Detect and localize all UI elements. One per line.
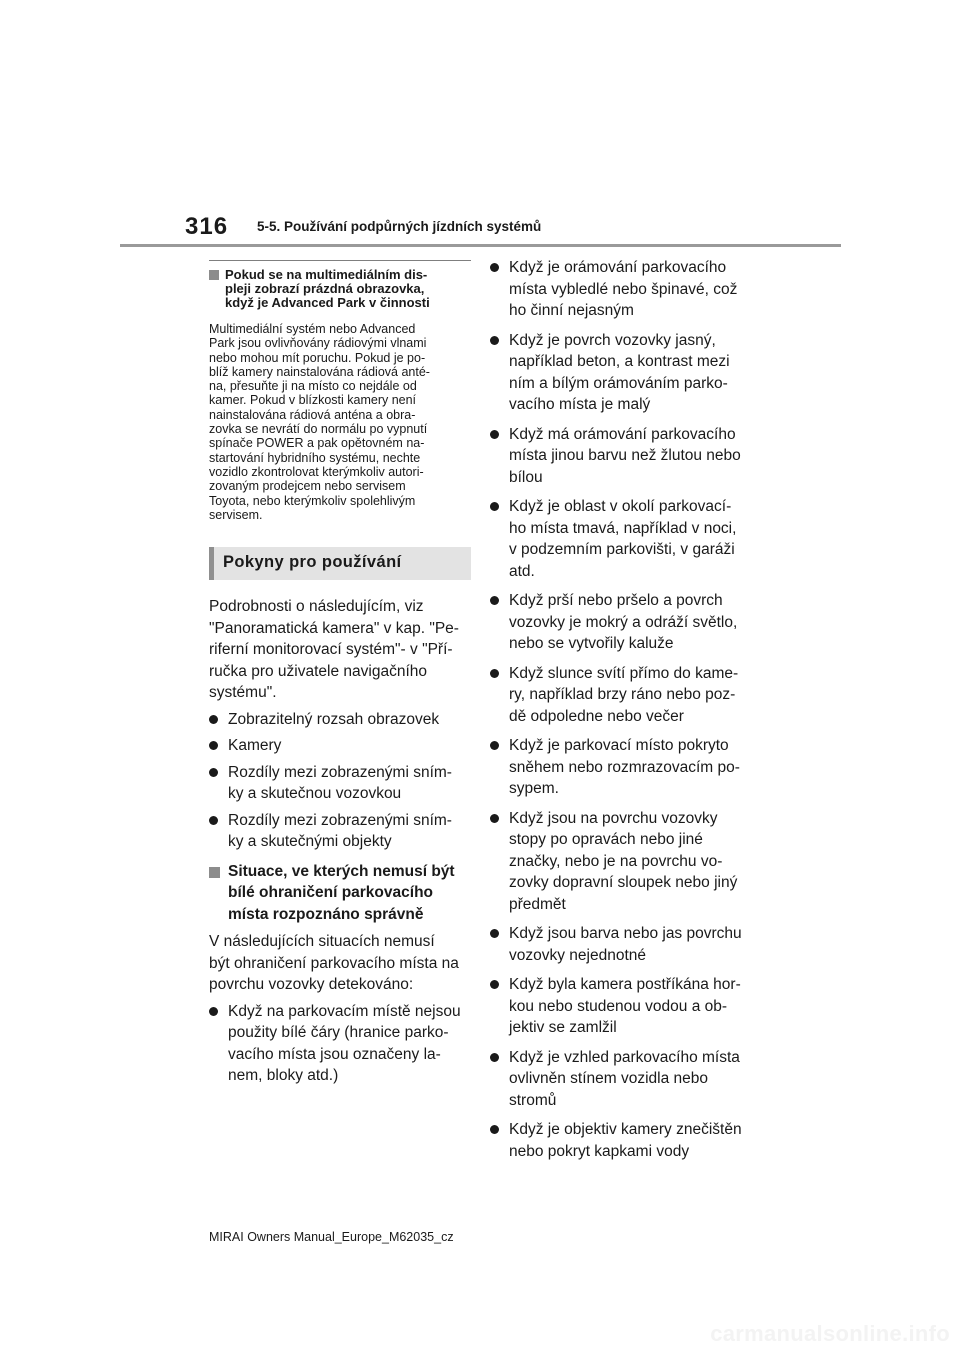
bullet-dot-icon (490, 814, 499, 823)
bullet-dot-icon (490, 430, 499, 439)
right-column (490, 257, 758, 1162)
bullet-dot-icon (490, 980, 499, 989)
intro-bullet-list (209, 709, 471, 853)
list-item: Rozdíly mezi zobrazenými sním- ky a skutečnými objekty (209, 810, 471, 853)
note-rule (209, 260, 471, 261)
intro-paragraph: Podrobnosti o následujícím, viz "Panoramatická kamera" v kap. "Pe- riferní monitorovací systém"- v "Pří- ručka pro uživatele navigačního systému". (209, 598, 459, 702)
list-item: Když je orámování parkovacího místa vybledlé nebo špinavé, což ho činní nejasným (490, 257, 758, 322)
list-item: Když slunce svítí přímo do kame- ry, například brzy ráno nebo poz- dě odpoledne nebo večer (490, 663, 758, 728)
bullet-dot-icon (490, 502, 499, 511)
bullet-dot-icon (490, 263, 499, 272)
bullet-dot-icon (490, 1053, 499, 1062)
square-bullet-icon (209, 867, 220, 878)
bullet-dot-icon (490, 929, 499, 938)
note-heading (209, 268, 471, 310)
footer-text: MIRAI Owners Manual_Europe_M62035_cz (209, 1230, 454, 1244)
list-item: Když je oblast v okolí parkovací- ho místa tmavá, například v noci, v podzemním parkovišti, v garáži atd. (490, 496, 758, 582)
bullet-dot-icon (490, 336, 499, 345)
page-number: 316 (185, 213, 229, 240)
note-heading-text: Pokud se na multimediálním dis- pleji zobrazí prázdná obrazovka, když je Advanced Park v činnosti (225, 267, 430, 310)
watermark: carmanualsonline.info (710, 1321, 950, 1346)
bullet-dot-icon (490, 669, 499, 678)
header-rule (120, 244, 841, 247)
situations-heading-text: Situace, ve kterých nemusí být bílé ohraničení parkovacího místa rozpoznáno správně (228, 862, 455, 923)
bullet-dot-icon (209, 1007, 218, 1016)
list-item: Když jsou na povrchu vozovky stopy po opravách nebo jiné značky, nebo je na povrchu vo- zovky dopravní sloupek nebo jiný předmět (490, 808, 758, 916)
bullet-dot-icon (209, 741, 218, 750)
list-item: Když je vzhled parkovacího místa ovlivněn stínem vozidla nebo stromů (490, 1047, 758, 1112)
bullet-dot-icon (209, 715, 218, 724)
note-body: Multimediální systém nebo Advanced Park jsou ovlivňovány rádiovými vlnami nebo mohou mít poruchu. Pokud je po- blíž kamery nainstalována rádiová anté- na, přesuňte ji na místo co nejdále od kamer. Pokud v blízkosti kamery není nainstalována rádiová anténa a obra- zovka se nevrátí do normálu po vypnutí spínače POWER a pak opětovném na- startování hybridního systému, nechte vozidlo zkontrolovat kterýmkoliv autori- zovaným prodejcem nebo servisem Toyota, nebo kterýmkoliv spolehlivým servisem. (209, 322, 430, 522)
bullet-dot-icon (490, 596, 499, 605)
list-item: Když na parkovacím místě nejsou použity bílé čáry (hranice parko- vacího místa jsou označeny la- nem, bloky atd.) (209, 1001, 471, 1087)
bullet-dot-icon (209, 816, 218, 825)
bullet-dot-icon (490, 1125, 499, 1134)
list-item: Když prší nebo pršelo a povrch vozovky je mokrý a odráží světlo, nebo se vytvořily kaluže (490, 590, 758, 655)
section-title-bar (209, 547, 471, 580)
square-bullet-icon (209, 270, 219, 280)
section-title: Pokyny pro používání (223, 553, 402, 572)
list-item: Když byla kamera postříkána hor- kou nebo studenou vodou a ob- jektiv se zamlžil (490, 974, 758, 1039)
situations-bullet-list-continued (490, 257, 758, 1162)
list-item: Když je parkovací místo pokryto sněhem nebo rozmrazovacím po- sypem. (490, 735, 758, 800)
list-item: Kamery (209, 735, 471, 757)
list-item: Když je objektiv kamery znečištěn nebo pokryt kapkami vody (490, 1119, 758, 1162)
situations-bullet-list (209, 1001, 471, 1087)
bullet-dot-icon (490, 741, 499, 750)
situations-intro: V následujících situacích nemusí být ohraničení parkovacího místa na povrchu vozovky detekováno: (209, 933, 459, 994)
list-item: Zobrazitelný rozsah obrazovek (209, 709, 471, 731)
left-column (209, 260, 471, 1087)
list-item: Když má orámování parkovacího místa jinou barvu než žlutou nebo bílou (490, 424, 758, 489)
list-item: Když jsou barva nebo jas povrchu vozovky nejednotné (490, 923, 758, 966)
list-item: Když je povrch vozovky jasný, například beton, a kontrast mezi ním a bílým orámováním parko- vacího místa je malý (490, 330, 758, 416)
bullet-dot-icon (209, 768, 218, 777)
list-item: Rozdíly mezi zobrazenými sním- ky a skutečnou vozovkou (209, 762, 471, 805)
section-header-title: 5-5. Používání podpůrných jízdních systémů (257, 219, 542, 234)
situations-heading (209, 861, 471, 926)
